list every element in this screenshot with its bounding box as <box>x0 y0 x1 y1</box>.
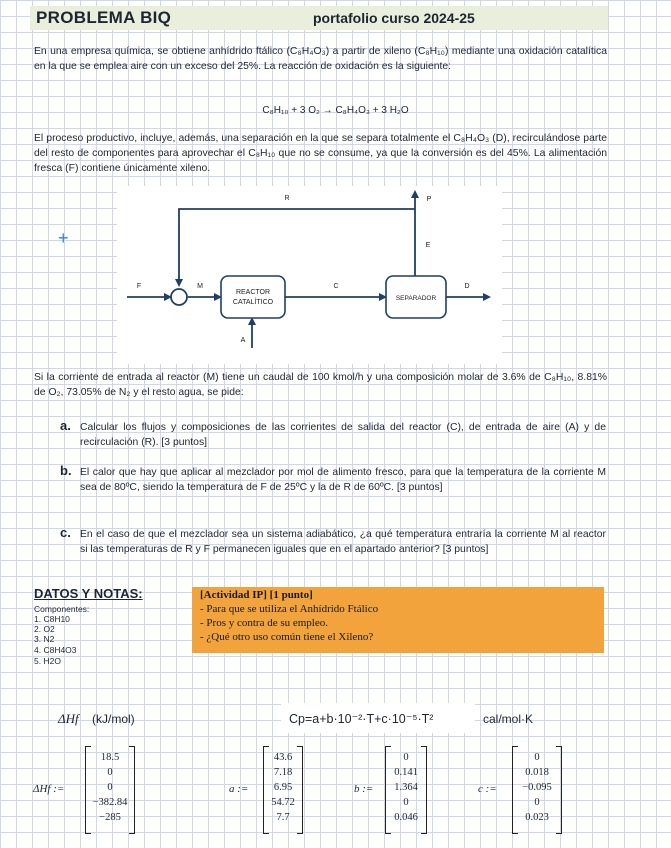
matrix-value: 43.6 <box>273 752 293 763</box>
process-diagram <box>117 186 502 364</box>
components-label: Componentes: <box>34 604 90 614</box>
matrix-value: 7.7 <box>276 812 290 823</box>
question-c-text: En el caso de que el mezclador sea un sistema adiabático, ¿a qué temperatura entraría la corriente M al reactor si las temperaturas de R y F permanecen iguales que en el apartado anterior? [3 puntos] <box>80 529 606 555</box>
matrix-value: 0.023 <box>525 812 549 823</box>
stream-label-r: R <box>284 195 290 202</box>
matrix-value: 18.5 <box>100 752 120 763</box>
course-subtitle: portafolio curso 2024-25 <box>313 10 475 26</box>
b-matrix <box>385 746 427 834</box>
matrix-value: 7.18 <box>273 767 293 778</box>
stream-label-f: F <box>136 283 142 290</box>
dhf-matrix-label: ΔHf := <box>33 783 65 795</box>
a-matrix <box>263 746 303 834</box>
matrix-value: 0.018 <box>525 767 549 778</box>
activity-box <box>192 587 604 653</box>
matrix-value: −0.095 <box>522 782 552 793</box>
cp-formula-box <box>281 703 475 733</box>
stream-label-d: D <box>464 283 470 290</box>
activity-title: [Actividad IP] [1 punto] <box>200 589 313 601</box>
component-item: 3. N2 <box>34 634 55 644</box>
matrix-value: 1.364 <box>394 782 418 793</box>
component-item: 5. H2O <box>34 656 61 666</box>
activity-item: - Para que se utiliza el Anhídrido Ftálico <box>200 603 379 615</box>
process-paragraph: El proceso productivo, incluye, además, una separación en la que se separa totalmente el C₈H₄O₃ (D), recirculándose parte del resto de componentes para aprovechar el C₈H₁₀ que no se consume, ya que la conversión es del 45%. La alimentación fresca (F) contiene únicamente xileno. <box>34 133 607 174</box>
reactor-box <box>221 276 285 318</box>
matrix-value: 0 <box>107 767 113 778</box>
matrix-value: −382.84 <box>92 797 128 808</box>
matrix-value: 0 <box>107 782 113 793</box>
stream-label-e: E <box>425 242 431 249</box>
conditions-paragraph: Si la corriente de entrada al reactor (M) tiene un caudal de 100 kmol/h y una composición molar de 3.6% de C₈H₁₀, 8.81% de O₂, 73.05% de N₂ y el resto agua, se pide: <box>34 372 607 398</box>
question-b-letter: b. <box>60 463 72 478</box>
question-c-letter: c. <box>60 525 71 540</box>
matrix-value: 0.141 <box>394 767 418 778</box>
matrix-value: 0 <box>403 752 409 763</box>
stream-r-line <box>179 209 415 285</box>
reactor-label-1: REACTOR <box>235 289 271 296</box>
component-item: 4. C8H4O3 <box>34 645 77 655</box>
matrix-value: 0 <box>534 752 540 763</box>
activity-item: - ¿Qué otro uso común tiene el Xileno? <box>200 631 374 643</box>
a-matrix-label: a := <box>229 783 249 795</box>
dhf-units: (kJ/mol) <box>92 712 135 726</box>
reaction-equation: C₈H₁₀ + 3 O₂ → C₈H₄O₃ + 3 H₂O <box>262 105 409 116</box>
matrix-value: 6.95 <box>273 782 293 793</box>
matrix-value: 54.72 <box>271 797 295 808</box>
dhf-matrix <box>85 746 135 834</box>
matrix-value: 0 <box>403 797 409 808</box>
cp-units: cal/mol·K <box>483 712 534 726</box>
component-item: 1. C8H10 <box>34 614 70 624</box>
stream-label-m: M <box>197 283 203 290</box>
matrix-value: 0 <box>534 797 540 808</box>
cp-formula: Cp=a+b·10⁻²·T+c·10⁻⁵·T² <box>289 712 434 726</box>
b-matrix-label: b := <box>354 783 374 795</box>
stream-label-a: A <box>240 337 246 344</box>
stream-label-c: C <box>333 283 339 290</box>
plus-icon[interactable]: + <box>58 228 69 248</box>
component-item: 2. O2 <box>34 624 55 634</box>
dhf-symbol: ΔHf <box>58 711 79 726</box>
separator-label: SEPARADOR <box>395 295 437 302</box>
question-a-letter: a. <box>60 418 71 433</box>
stream-label-p: P <box>426 196 432 203</box>
activity-item: - Pros y contra de su empleo. <box>200 617 328 629</box>
matrix-value: 0.046 <box>394 812 418 823</box>
c-matrix <box>512 746 562 834</box>
datos-title: DATOS Y NOTAS: <box>34 586 143 601</box>
c-matrix-label: c := <box>478 783 497 795</box>
question-b-text: El calor que hay que aplicar al mezclador por mol de alimento fresco, para que la temperatura de la corriente M sea de 80ºC, siendo la temperatura de F de 25ºC y la de R de 60ºC. [3 puntos] <box>80 467 606 493</box>
page-title: PROBLEMA BIQ <box>36 8 172 27</box>
question-a-text: Calcular los flujos y composiciones de las corrientes de salida del reactor (C), de entrada de aire (A) y de recirculación (R). [3 puntos] <box>80 422 606 448</box>
reactor-label-2: CATALÍTICO <box>232 299 274 306</box>
matrix-value: −285 <box>99 812 121 823</box>
mixer-node <box>171 289 187 305</box>
intro-paragraph: En una empresa química, se obtiene anhídrido ftálico (C₈H₄O₃) a partir de xileno (C₈H₁₀) mediante una oxidación catalítica en la que se emplea aire con un exceso del 25%. La reacción de oxidación es la siguiente: <box>34 46 607 72</box>
